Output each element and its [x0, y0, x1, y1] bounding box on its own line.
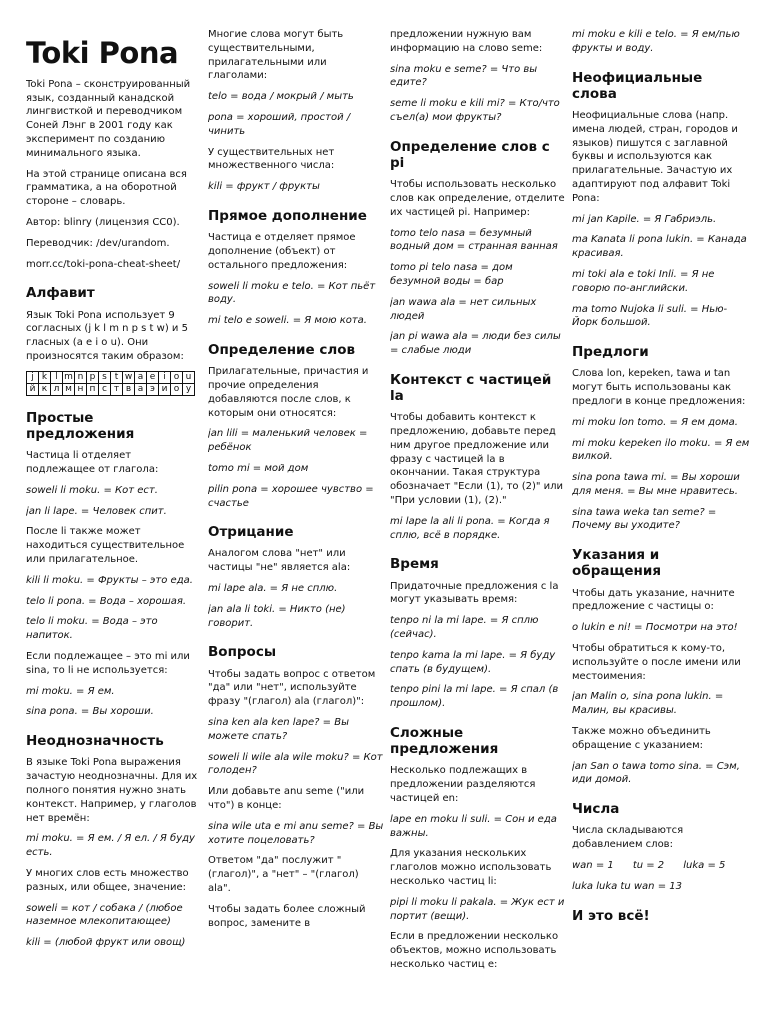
- intro-text-2: На этой странице описана вся грамматика, а на оборотной стороне – словарь.: [26, 168, 187, 208]
- pi-heading: Определение слов с pi: [390, 138, 550, 171]
- example: jan lili = маленький человек = ребёнок: [208, 428, 368, 454]
- example: sina moku e seme? = Что вы едите?: [390, 63, 538, 89]
- example: o lukin e ni! = Посмотри на это!: [572, 622, 738, 634]
- example: soweli li wile ala wile moku? = Кот голоден?: [208, 751, 383, 777]
- paragraph: Чтобы задать вопрос с ответом "да" или "нет", используйте фразу "(глагол) ala (глагол)":: [208, 668, 376, 708]
- example: tenpo kama la mi lape. = Я буду спать (в будущем).: [390, 649, 556, 675]
- example: kili = (любой фрукт или овощ): [26, 937, 186, 949]
- alphabet-latin-row: [27, 371, 195, 383]
- la-context-heading: Контекст с частицей la: [390, 371, 552, 405]
- example: mi lape ala. = Я не сплю.: [208, 583, 338, 595]
- alphabet-cell: у: [183, 383, 195, 395]
- alphabet-cell: н: [75, 383, 87, 395]
- example: jan ala li toki. = Никто (не) говорит.: [208, 603, 346, 629]
- paragraph: Частица e отделяет прямое дополнение (объект) от остального предложения:: [208, 232, 356, 271]
- example: mi telo e soweli. = Я мою кота.: [208, 315, 367, 327]
- alphabet-cell: m: [64, 371, 73, 382]
- ambiguity-heading: Неоднозначность: [26, 733, 164, 750]
- example: mi moku. = Я ем.: [26, 685, 115, 697]
- alphabet-cell: э: [147, 383, 159, 395]
- example: tenpo pini la mi lape. = Я спал (в прошлом).: [390, 684, 559, 710]
- paragraph: Числа складываются добавлением слов:: [572, 825, 684, 851]
- paragraph: У многих слов есть множество разных, или общее, значение:: [26, 867, 189, 893]
- alphabet-cell: л: [51, 383, 63, 395]
- simple-sentences-heading: Простые предложения: [26, 409, 135, 443]
- alphabet-heading: Алфавит: [26, 285, 95, 302]
- example: telo li pona. = Вода – хорошая.: [26, 595, 187, 607]
- questions-heading: Вопросы: [208, 644, 277, 661]
- paragraph: Чтобы добавить контекст к предложению, добавьте перед ним другое предложение или фразу с частицей la в окончании. Такая структура обозначает "Если (1), то (2)" или "При условии (1), (2).": [390, 412, 564, 507]
- complex-sentences-heading: Сложные предложения: [390, 725, 499, 758]
- alphabet-cell: n: [75, 371, 87, 383]
- example: kili li moku. = Фрукты – это еда.: [26, 574, 193, 586]
- paragraph: Чтобы задать более сложный вопрос, замените в: [208, 903, 366, 929]
- paragraph: Прилагательные, причастия и прочие определения добавляются после слов, к которым они относятся:: [208, 366, 369, 419]
- paragraph: Слова lon, kepeken, tawa и tan могут быть использованы как предлоги в конце предложения:: [572, 368, 746, 407]
- paragraph: Чтобы дать указание, начните предложение с частицы o:: [572, 587, 735, 613]
- column-2: [208, 12, 390, 1018]
- alphabet-cell: s: [99, 371, 111, 383]
- time-heading: Время: [390, 556, 439, 573]
- example: telo = вода / мокрый / мыть: [208, 91, 354, 103]
- paragraph: Неофициальные слова (напр. имена людей, стран, городов и языков) пишутся с заглавной буквы и используются как прилагательные. Зачастую их адаптируют под алфавит Toki Pona:: [572, 109, 738, 204]
- alphabet-cell: j: [27, 371, 39, 383]
- modifiers-heading: Определение слов: [208, 341, 356, 358]
- example: mi moku. = Я ем. / Я ел. / Я буду есть.: [26, 833, 195, 859]
- example: luka luka tu wan = 13: [572, 880, 682, 892]
- intro-text: Toki Pona – сконструированный язык, созданный канадской лингвисткой и переводчиком Соней Лэнг в 2001 году как эксперимент по созданию минимального языка.: [26, 78, 191, 159]
- example: mi toki ala e toki Inli. = Я не говорю по-английски.: [572, 268, 715, 294]
- alphabet-text: Язык Toki Pona использует 9 согласных (j k l m n p s t w) и 5 гласных (a e i o u). Они произносятся таким образом:: [26, 309, 188, 363]
- paragraph: Аналогом слова "нет" или частицы "не" является ala:: [208, 548, 351, 574]
- author-text: Автор: blinry (лицензия CC0).: [26, 217, 180, 229]
- translator-text: Переводчик: /dev/urandom.: [26, 237, 170, 249]
- example: sina wile uta e mi anu seme? = Вы хотите поцеловать?: [208, 820, 384, 846]
- alphabet-cell: т: [111, 383, 123, 395]
- example: tomo telo nasa = безумный водный дом = странная ванная: [390, 227, 558, 253]
- alphabet-cell: в: [123, 383, 135, 395]
- paragraph: Несколько подлежащих в предложении разделяются частицей en:: [390, 765, 536, 804]
- alphabet-cell: o: [171, 371, 183, 383]
- example: jan San o tawa tomo sina. = Сэм, иди домой.: [572, 760, 740, 786]
- alphabet-cell: п: [87, 383, 99, 395]
- example: kili = фрукт / фрукты: [208, 181, 320, 193]
- example: tomo mi = мой дом: [208, 462, 309, 474]
- alphabet-cell: k: [39, 371, 51, 383]
- paragraph: Придаточные предложения с la могут указывать время:: [390, 580, 559, 606]
- closing-heading: И это всё!: [572, 907, 650, 924]
- example: sina pona. = Вы хороши.: [26, 706, 154, 718]
- example: jan Malin o, sina pona lukin. = Малин, вы красивы.: [572, 691, 724, 717]
- example: wan = 1 tu = 2 luka = 5: [572, 860, 726, 871]
- example: sina ken ala ken lape? = Вы можете спать?: [208, 717, 349, 742]
- paragraph: После li также может находиться существительное или прилагательное.: [26, 526, 185, 565]
- paragraph: Если в предложении несколько объектов, можно использовать несколько частиц e:: [390, 931, 559, 970]
- example: ma Kanata li pona lukin. = Канада красивая.: [572, 234, 747, 260]
- example: ma tomo Nujoka li suli. = Нью-Йорк большой.: [572, 303, 728, 329]
- paragraph: В языке Toki Pona выражения зачастую неоднозначны. Для их полного понятия нужно знать контекст. Например, у глаголов нет времён:: [26, 757, 198, 824]
- column-4: [572, 12, 756, 1018]
- example: mi jan Kapile. = Я Габриэль.: [572, 213, 717, 225]
- paragraph: Если подлежащее – это mi или sina, то li не используется:: [26, 650, 190, 676]
- url-text: morr.cc/toki-pona-cheat-sheet/: [26, 258, 181, 270]
- example: pipi li moku li pakala. = Жук ест и портит (вещи).: [390, 896, 565, 922]
- paragraph: У существительных нет множественного числа:: [208, 146, 335, 172]
- example: lape en moku li suli. = Сон и еда важны.: [390, 813, 557, 839]
- commands-heading: Указания и обращения: [572, 547, 662, 580]
- example: sina tawa weka tan seme? = Почему вы уходите?: [572, 506, 717, 532]
- example: soweli li moku. = Кот ест.: [26, 484, 158, 496]
- alphabet-cell: u: [183, 371, 195, 383]
- paragraph: Или добавьте anu seme ("или что") в конце:: [208, 786, 365, 812]
- direct-object-heading: Прямое дополнение: [208, 207, 367, 224]
- example: mi lape la ali li pona. = Когда я сплю, всё в порядке.: [390, 515, 550, 541]
- alphabet-cell: l: [51, 371, 63, 383]
- example: jan li lape. = Человек спит.: [26, 505, 167, 517]
- alphabet-cell: а: [135, 383, 147, 395]
- paragraph: Также можно объединить обращение с указанием:: [572, 726, 711, 751]
- alphabet-cell: о: [171, 383, 183, 395]
- alphabet-cell: с: [99, 383, 111, 395]
- paragraph: Чтобы обратиться к кому-то, используйте o после имени или местоимения:: [572, 643, 741, 682]
- example: telo li moku. = Вода – это напиток.: [26, 616, 158, 642]
- alphabet-cell: e: [147, 371, 159, 383]
- alphabet-cell: a: [135, 371, 147, 383]
- paragraph: Чтобы использовать несколько слов как определение, отделите их частицей pi. Например:: [390, 179, 565, 218]
- alphabet-cell: t: [111, 371, 123, 383]
- paragraph: предложении нужную вам информацию на слово seme:: [390, 29, 543, 54]
- alphabet-cell: к: [39, 383, 51, 395]
- alphabet-cell: й: [27, 383, 39, 395]
- paragraph: Для указания нескольких глаголов можно использовать несколько частиц li:: [390, 848, 552, 887]
- example: sina pona tawa mi. = Вы хороши для меня. = Вы мне нравитесь.: [572, 472, 740, 497]
- column-1: [26, 12, 208, 1018]
- alphabet-cell: i: [159, 371, 171, 383]
- example: jan wawa ala = нет сильных людей: [390, 296, 537, 322]
- example: jan pi wawa ala = люди без силы = слабые люди: [390, 331, 561, 357]
- alphabet-cell: w: [123, 371, 135, 383]
- alphabet-cell: м: [63, 383, 75, 395]
- example: pilin pona = хорошее чувство = счастье: [208, 483, 374, 509]
- negation-heading: Отрицание: [208, 524, 294, 541]
- prepositions-heading: Предлоги: [572, 344, 649, 361]
- alphabet-table: [26, 371, 195, 396]
- example: tomo pi telo nasa = дом безумной воды = бар: [390, 262, 513, 287]
- unofficial-words-heading: Неофициальные слова: [572, 69, 703, 102]
- example: mi moku e kili e telo. = Я ем/пью фрукты и воду.: [572, 29, 740, 54]
- alphabet-cell: и: [159, 383, 171, 395]
- example: tenpo ni la mi lape. = Я сплю (сейчас).: [390, 615, 539, 641]
- alphabet-cyrillic-row: [27, 383, 195, 395]
- paragraph: Ответом "да" послужит "(глагол)", а "нет" – "(глагол) ala".: [208, 855, 359, 895]
- example: pona = хороший, простой / чинить: [208, 111, 351, 137]
- page-title: Toki Pona: [26, 36, 179, 70]
- example: mi moku lon tomo. = Я ем дома.: [572, 416, 738, 428]
- paragraph: Частица li отделяет подлежащее от глагола:: [26, 450, 159, 475]
- example: mi moku kepeken ilo moku. = Я ем вилкой.: [572, 437, 750, 463]
- numbers-heading: Числа: [572, 801, 620, 818]
- alphabet-cell: p: [87, 371, 99, 383]
- example: seme li moku e kili mi? = Кто/что съел(а) мои фрукты?: [390, 98, 560, 123]
- paragraph: Многие слова могут быть существительными, прилагательными или глаголами:: [208, 29, 344, 82]
- column-3: [390, 12, 572, 1018]
- example: soweli = кот / собака / (любое наземное млекопитающее): [26, 902, 183, 928]
- example: soweli li moku e telo. = Кот пьёт воду.: [208, 280, 376, 306]
